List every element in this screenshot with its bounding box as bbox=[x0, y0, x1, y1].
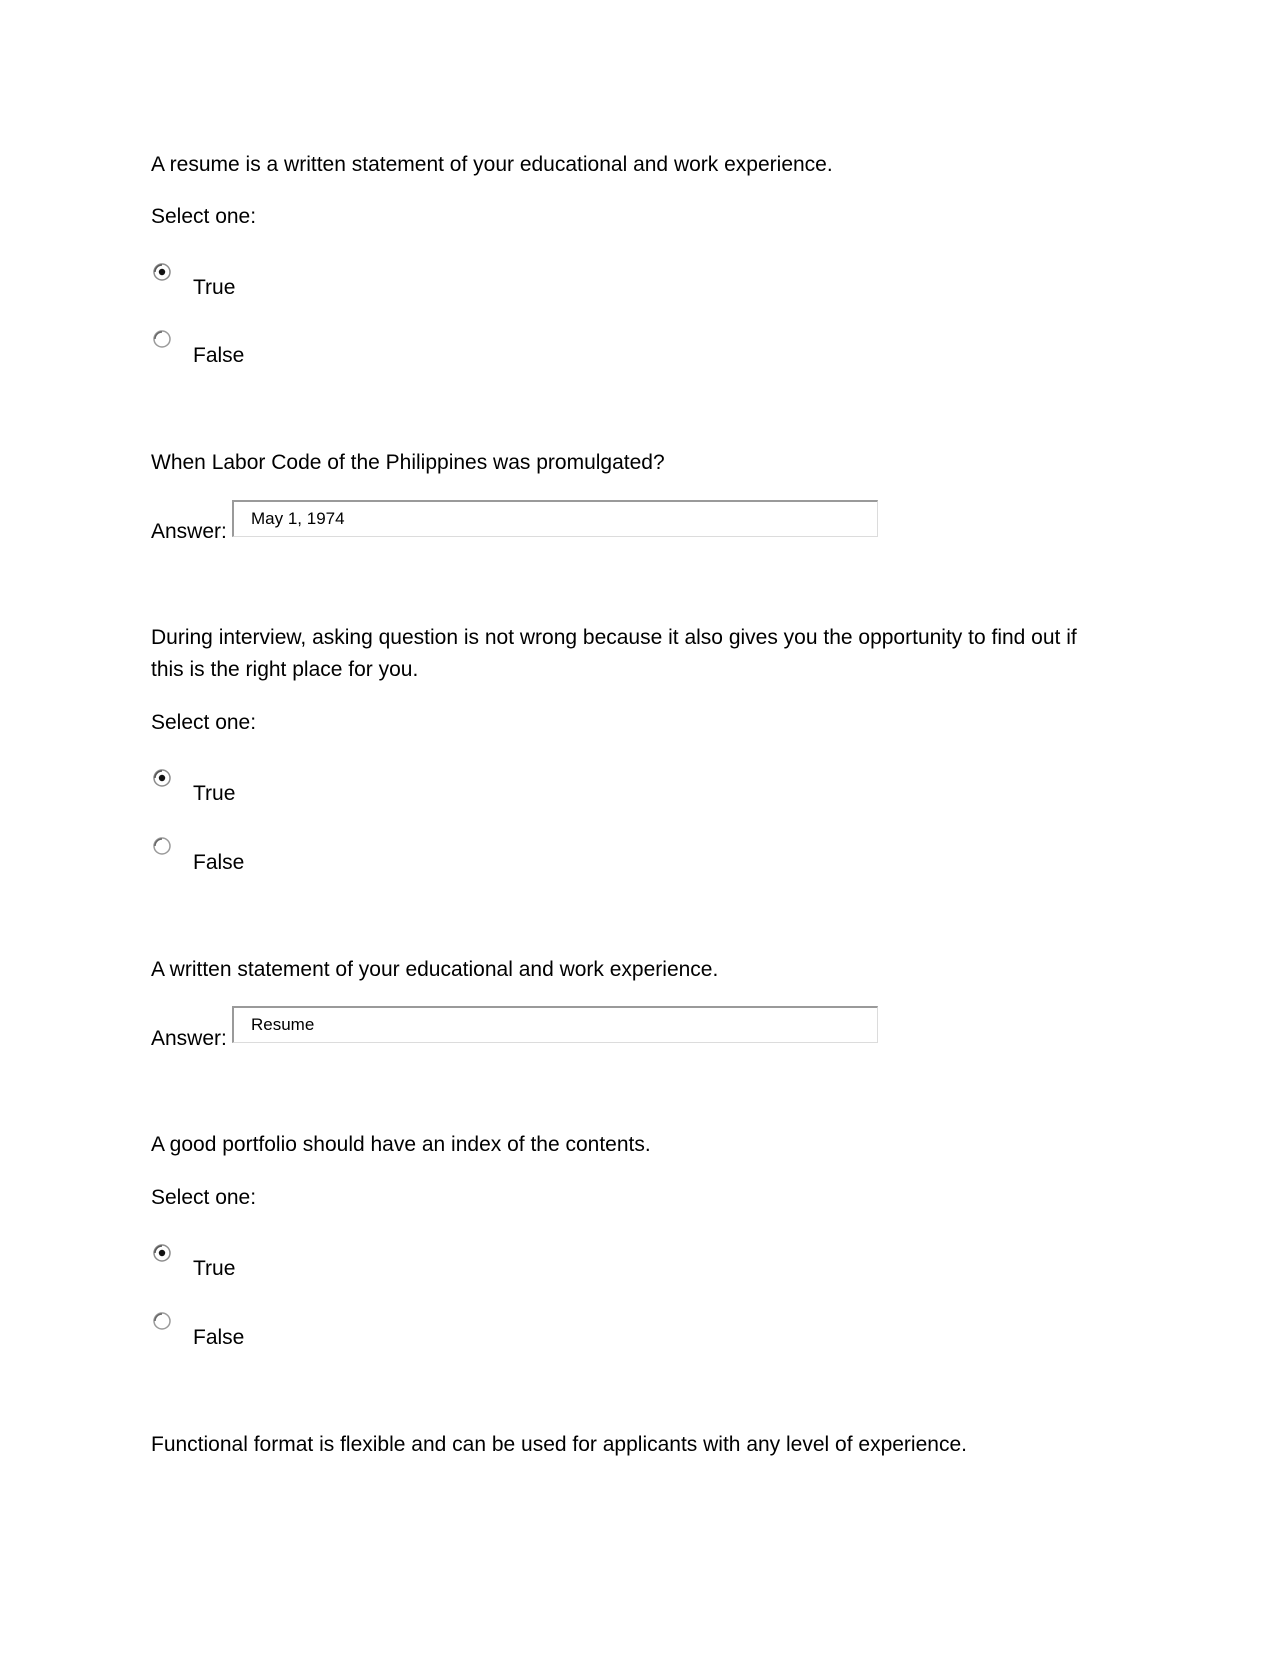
question-1-false-label[interactable]: False bbox=[193, 344, 245, 367]
question-5-false-label[interactable]: False bbox=[193, 1326, 245, 1349]
question-5-text: A good portfolio should have an index of the contents. bbox=[151, 1133, 651, 1156]
question-5-prompt: Select one: bbox=[151, 1186, 257, 1209]
question-1-prompt: Select one: bbox=[151, 205, 257, 228]
question-5-false-radio[interactable] bbox=[152, 1311, 172, 1331]
radio-unselected-icon bbox=[152, 329, 172, 349]
question-3-true-label[interactable]: True bbox=[193, 782, 236, 805]
question-2-answer-input[interactable] bbox=[232, 500, 878, 537]
question-3-false-label[interactable]: False bbox=[193, 851, 245, 874]
question-6-text: Functional format is flexible and can be used for applicants with any level of experience. bbox=[151, 1433, 967, 1456]
radio-unselected-icon bbox=[152, 836, 172, 856]
question-1-text: A resume is a written statement of your educational and work experience. bbox=[151, 153, 833, 176]
question-5-true-radio[interactable] bbox=[152, 1243, 172, 1263]
question-3-true-radio[interactable] bbox=[152, 768, 172, 788]
radio-selected-icon bbox=[152, 262, 172, 282]
question-3-false-radio[interactable] bbox=[152, 836, 172, 856]
radio-selected-icon bbox=[152, 768, 172, 788]
question-2-answer-label: Answer: bbox=[151, 520, 227, 543]
question-1-true-radio[interactable] bbox=[152, 262, 172, 282]
question-3-prompt: Select one: bbox=[151, 711, 257, 734]
radio-unselected-icon bbox=[152, 1311, 172, 1331]
radio-selected-icon bbox=[152, 1243, 172, 1263]
question-4-answer-input[interactable] bbox=[232, 1006, 878, 1043]
question-4-answer-label: Answer: bbox=[151, 1027, 227, 1050]
question-3-text: During interview, asking question is not wrong because it also gives you the opportunity to find out if this is the right place for you. bbox=[151, 626, 1077, 681]
question-2-text: When Labor Code of the Philippines was promulgated? bbox=[151, 451, 665, 474]
question-1-false-radio[interactable] bbox=[152, 329, 172, 349]
question-4-text: A written statement of your educational and work experience. bbox=[151, 958, 719, 981]
question-5-true-label[interactable]: True bbox=[193, 1257, 236, 1280]
question-1-true-label[interactable]: True bbox=[193, 276, 236, 299]
